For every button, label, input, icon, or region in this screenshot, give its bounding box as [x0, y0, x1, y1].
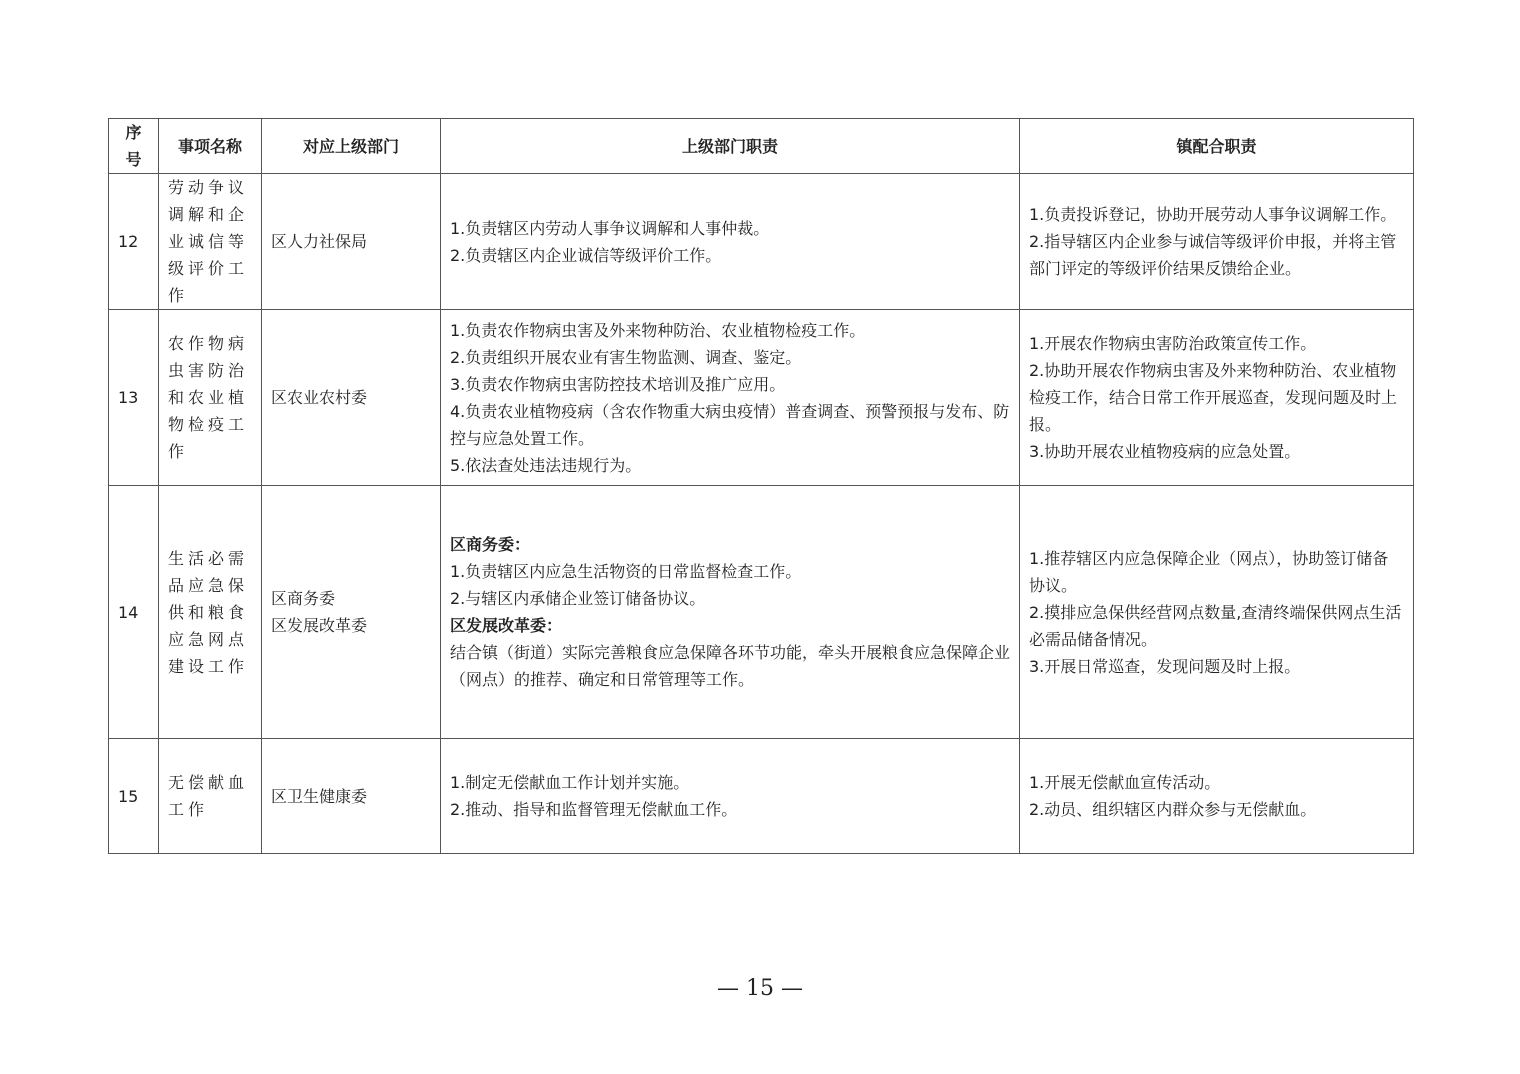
- cell-item-name: 生活必需品应急保供和粮食应急网点建设工作: [159, 486, 262, 739]
- duty-item: 2.推动、指导和监督管理无偿献血工作。: [450, 800, 738, 819]
- duty-table: [108, 118, 1414, 854]
- header-department: 对应上级部门: [262, 119, 441, 174]
- cell-department: [262, 739, 441, 854]
- town-duty-item: 1.开展农作物病虫害防治政策宣传工作。: [1029, 334, 1317, 353]
- cell-department: [262, 486, 441, 739]
- table-row: [109, 310, 1414, 486]
- cell-item-name: 农作物病虫害防治和农业植物检疫工作: [159, 310, 262, 486]
- cell-department: [262, 174, 441, 310]
- cell-department-duty: [441, 310, 1020, 486]
- table-row: [109, 174, 1414, 310]
- duty-item: 4.负责农业植物疫病（含农作物重大病虫疫情）普查调查、预警预报与发布、防控与应急处置工作。: [450, 401, 1010, 448]
- cell-town-duty: [1020, 739, 1414, 854]
- header-town-duty: 镇配合职责: [1020, 119, 1414, 174]
- header-no-line2: 号: [125, 150, 142, 169]
- town-duty-item: 3.开展日常巡查，发现问题及时上报。: [1029, 656, 1301, 676]
- cell-department: [262, 310, 441, 486]
- duty-subheading: 区商务委：: [450, 535, 531, 554]
- department-name: 区卫生健康委: [271, 786, 368, 806]
- duty-item: 结合镇（街道）实际完善粮食应急保障各环节功能，牵头开展粮食应急保障企业（网点）的推荐、确定和日常管理等工作。: [450, 643, 1011, 689]
- header-no: [109, 119, 159, 174]
- duty-item: 3.负责农作物病虫害防控技术培训及推广应用。: [450, 374, 786, 394]
- duty-item: 1.负责辖区内劳动人事争议调解和人事仲裁。: [450, 218, 770, 238]
- header-department-duty: 上级部门职责: [441, 119, 1020, 174]
- table-body: [109, 174, 1414, 854]
- cell-serial-number: 13: [109, 310, 159, 486]
- cell-item-name: 无偿献血工作: [159, 739, 262, 854]
- cell-department-duty: [441, 739, 1020, 854]
- town-duty-item: 2.摸排应急保供经营网点数量,查清终端保供网点生活必需品储备情况。: [1029, 602, 1402, 649]
- page-number: — 15 —: [717, 976, 803, 1001]
- header-no-line1: 序: [125, 123, 142, 142]
- cell-department-duty: [441, 486, 1020, 739]
- cell-item-name: 劳动争议调解和企业诚信等级评价工作: [159, 174, 262, 310]
- duty-item: 1.负责辖区内应急生活物资的日常监督检查工作。: [450, 562, 802, 581]
- duty-subheading: 区发展改革委：: [450, 616, 563, 635]
- duty-item: 1.负责农作物病虫害及外来物种防治、农业植物检疫工作。: [450, 320, 866, 340]
- cell-town-duty: [1020, 174, 1414, 310]
- duty-item: 2.负责组织开展农业有害生物监测、调查、鉴定。: [450, 347, 802, 367]
- town-duty-item: 1.推荐辖区内应急保障企业（网点），协助签订储备协议。: [1029, 548, 1389, 595]
- department-name: 区发展改革委: [271, 616, 368, 635]
- town-duty-item: 2.协助开展农作物病虫害及外来物种防治、农业植物检疫工作，结合日常工作开展巡查，发现问题及时上报。: [1029, 361, 1398, 434]
- town-duty-item: 1.开展无偿献血宣传活动。: [1029, 773, 1221, 792]
- department-name: 区商务委: [271, 589, 336, 608]
- duty-item: 2.负责辖区内企业诚信等级评价工作。: [450, 245, 722, 265]
- duty-item: 1.制定无偿献血工作计划并实施。: [450, 773, 690, 792]
- town-duty-item: 2.动员、组织辖区内群众参与无偿献血。: [1029, 800, 1317, 819]
- department-name: 区人力社保局: [271, 232, 368, 251]
- cell-department-duty: [441, 174, 1020, 310]
- cell-serial-number: 14: [109, 486, 159, 739]
- table-row: [109, 486, 1414, 739]
- duty-item: 2.与辖区内承储企业签订储备协议。: [450, 589, 706, 608]
- header-row: [109, 119, 1414, 174]
- town-duty-item: 2.指导辖区内企业参与诚信等级评价申报，并将主管部门评定的等级评价结果反馈给企业。: [1029, 232, 1397, 278]
- town-duty-item: 1.负责投诉登记，协助开展劳动人事争议调解工作。: [1029, 205, 1397, 224]
- town-duty-item: 3.协助开展农业植物疫病的应急处置。: [1029, 442, 1301, 461]
- header-item-name: 事项名称: [159, 119, 262, 174]
- department-name: 区农业农村委: [271, 388, 368, 407]
- duty-item: 5.依法查处违法违规行为。: [450, 455, 642, 475]
- cell-town-duty: [1020, 310, 1414, 486]
- cell-town-duty: [1020, 486, 1414, 739]
- cell-serial-number: 15: [109, 739, 159, 854]
- cell-serial-number: 12: [109, 174, 159, 310]
- table-row: [109, 739, 1414, 854]
